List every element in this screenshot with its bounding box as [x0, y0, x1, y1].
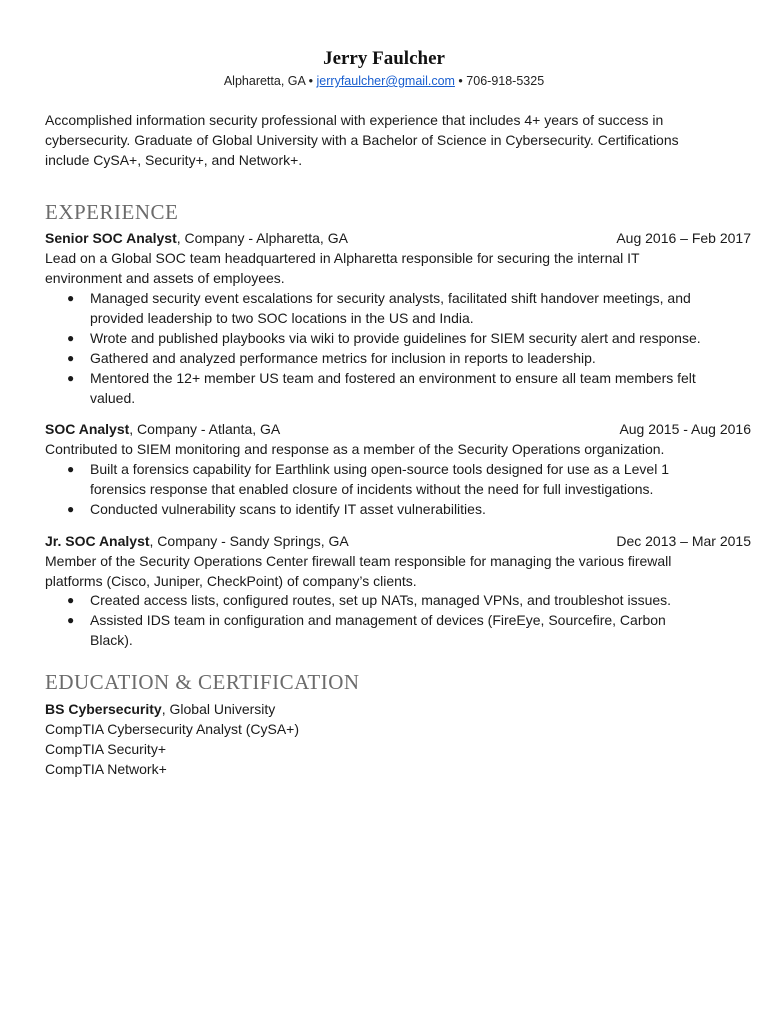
bullet-item: ● Assisted IDS team in configuration and management of devices (FireEye, Sourcefire, Carbon Black).	[67, 612, 666, 648]
separator: •	[458, 74, 463, 88]
separator: •	[308, 74, 314, 88]
degree-line	[45, 699, 645, 719]
bullet-item: ● Managed security event escalations for security analysts, facilitated shift handover meetings, and provided leadership to two SOC locations in the US and India.	[67, 290, 691, 326]
bullet-dot-icon: ●	[67, 351, 75, 365]
section-title-education: EDUCATION & CERTIFICATION	[45, 670, 360, 694]
bullet-dot-icon: ●	[67, 291, 75, 305]
job-dates: Aug 2015 - Aug 2016	[619, 421, 751, 437]
job-dates: Aug 2016 – Feb 2017	[616, 230, 751, 246]
job-title	[45, 230, 348, 246]
job-company: , Company - Atlanta, GA	[129, 421, 281, 437]
bullet-item: ● Mentored the 12+ member US team and fostered an environment to ensure all team members felt valued.	[67, 370, 696, 406]
bullet-item: ● Wrote and published playbooks via wiki to provide guidelines for SIEM security alert and response.	[67, 330, 701, 346]
phone: 706-918-5325	[466, 74, 545, 88]
bullet-dot-icon: ●	[67, 331, 75, 345]
email-link[interactable]: jerryfaulcher@gmail.com	[316, 74, 455, 88]
certification-item: CompTIA Cybersecurity Analyst (CySA+)	[45, 721, 300, 737]
job-header	[45, 531, 751, 551]
job-role: SOC Analyst	[45, 421, 130, 437]
bullet-dot-icon: ●	[67, 371, 75, 385]
job-title	[45, 533, 349, 549]
school: , Global University	[161, 701, 276, 717]
job-header	[45, 419, 751, 439]
job-company: , Company - Alpharetta, GA	[176, 230, 348, 246]
certification-item: CompTIA Security+	[45, 741, 166, 757]
section-title-experience: EXPERIENCE	[45, 200, 179, 224]
summary-paragraph: Accomplished information security professional with experience that includes 4+ years of success in cybersecurity. Graduate of Global University with a Bachelor of Science in Cybersecurity. Certifications include CySA+, Security+, and Network+.	[45, 112, 679, 168]
bullet-dot-icon: ●	[67, 502, 75, 516]
bullet-item: ● Created access lists, configured routes, set up NATs, managed VPNs, and troubleshot issues.	[67, 592, 672, 608]
candidate-name: Jerry Faulcher	[323, 48, 445, 69]
certification-item: CompTIA Network+	[45, 761, 167, 777]
job-company: , Company - Sandy Springs, GA	[149, 533, 349, 549]
bullet-dot-icon: ●	[67, 593, 75, 607]
job-role: Senior SOC Analyst	[45, 230, 177, 246]
job-bullet-list	[45, 459, 705, 519]
job-description: Member of the Security Operations Center firewall team responsible for managing the various firewall platforms (Cisco, Juniper, CheckPoint) of company’s clients.	[45, 553, 672, 589]
job-description: Contributed to SIEM monitoring and response as a member of the Security Operations organization.	[45, 441, 665, 457]
bullet-item: ● Conducted vulnerability scans to identify IT asset vulnerabilities.	[67, 501, 486, 517]
bullet-item: ● Gathered and analyzed performance metrics for inclusion in reports to leadership.	[67, 350, 596, 366]
job-bullet-list	[45, 288, 705, 408]
job-dates: Dec 2013 – Mar 2015	[616, 533, 751, 549]
job-header	[45, 228, 751, 248]
contact-line	[0, 74, 768, 88]
job-role: Jr. SOC Analyst	[45, 533, 150, 549]
degree: BS Cybersecurity	[45, 701, 162, 717]
job-description: Lead on a Global SOC team headquartered in Alpharetta responsible for securing the internal IT environment and assets of employees.	[45, 250, 640, 286]
job-title	[45, 421, 280, 437]
location: Alpharetta, GA	[223, 74, 306, 88]
job-bullet-list	[45, 590, 705, 650]
bullet-dot-icon: ●	[67, 613, 75, 627]
bullet-dot-icon: ●	[67, 462, 75, 476]
education-list	[45, 699, 645, 779]
bullet-item: ● Built a forensics capability for Earthlink using open-source tools designed for use as a Level 1 forensics response that enabled closure of incidents without the need for full investigations.	[67, 461, 669, 497]
